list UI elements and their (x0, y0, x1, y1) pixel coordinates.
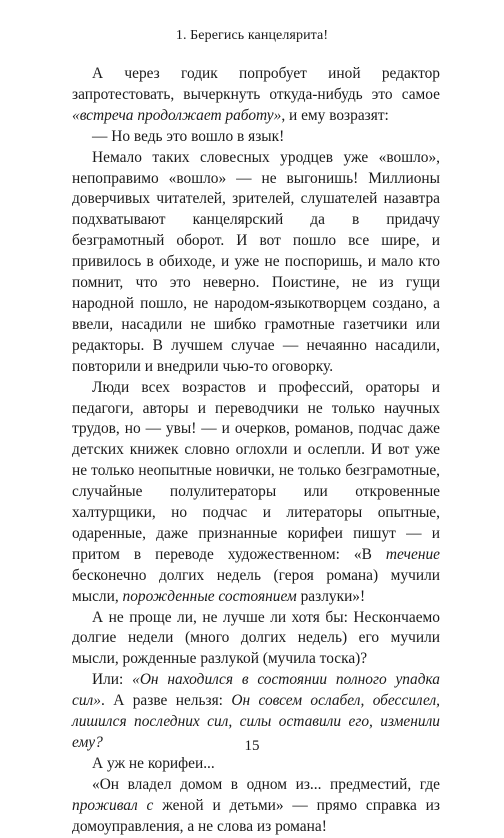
italic-run: «встреча продолжает работу» (72, 106, 282, 124)
text-run: Или: (92, 671, 133, 689)
text-run: Немало таких словесных уродцев уже «вошло», непоправимо «вошло» — не выгонишь! Миллионы доверчивых читателей, зрителей, слушателей назавтра подхватывают канцелярский да в придачу безграмотный оборот. И вот пошло все шире, и привилось в обиходе, и уже не поспоришь, и мало кто помнит, что это неверно. Поистине, не из гущи народной пошло, не народом-языкотворцем создано, а ввели, насадили не шибко грамотные газетчики или редакторы. В лучшем случае — нечаянно насадили, повторили и внедрили чью-то оговорку. (72, 148, 440, 375)
text-run: разлуки»! (296, 587, 366, 605)
paragraph (72, 127, 440, 148)
paragraph (72, 378, 440, 608)
text-run: А не проще ли, не лучше ли хотя бы: Нескончаемо долгие недели (много долгих недель) его мучили мысли, рожденные разлукой (мучила тоска)? (72, 608, 440, 668)
paragraph (72, 64, 440, 127)
text-run: бесконечно долгих недель (героя романа) мучили мысли, (72, 566, 440, 605)
text-run: , и ему возразят: (281, 106, 389, 124)
text-run: — Но ведь это вошло в язык! (92, 127, 285, 145)
text-run: Люди всех возрастов и профессий, ораторы и педагоги, авторы и переводчики не только научных трудов, но — увы! — и очерков, романов, подчас даже детских книжек словно оглохли и ослепли. И вот уже не только неопытные новички, не только безграмотные, случайные полулитераторы или откровенные халтурщики, но подчас и литераторы опытные, одаренные, даже признанные корифеи пишут — и притом в переводе художественном: «В (72, 378, 440, 563)
italic-run: «Он находился в состоянии полного упадка сил» (72, 671, 440, 710)
paragraph (72, 608, 440, 671)
text-run: А через годик попробует иной редактор запротестовать, вычеркнуть откуда-нибудь это самое (72, 65, 440, 103)
italic-run: проживал с (72, 796, 154, 814)
body-text (72, 64, 440, 838)
paragraph (72, 148, 440, 378)
italic-run: порожденные состоянием (122, 587, 297, 605)
text-run: женой и детьми» — прямо справка из домоуправления, а не слова из романа! (72, 796, 440, 835)
text-run: «Он владел домом в одном из... предместий, где (92, 775, 440, 793)
running-head: 1. Берегись канцелярита! (175, 28, 329, 43)
paragraph (72, 775, 440, 838)
text-run: А уж не корифеи... (92, 754, 215, 772)
italic-run: Он совсем ослабел, обессилел, лишился последних сил, силы оставили его, изменили ему? (72, 692, 441, 751)
text-run: . А разве нельзя: (100, 692, 232, 710)
paragraph (72, 754, 440, 775)
page-number: 15 (244, 738, 260, 754)
italic-run: течение (385, 545, 440, 563)
